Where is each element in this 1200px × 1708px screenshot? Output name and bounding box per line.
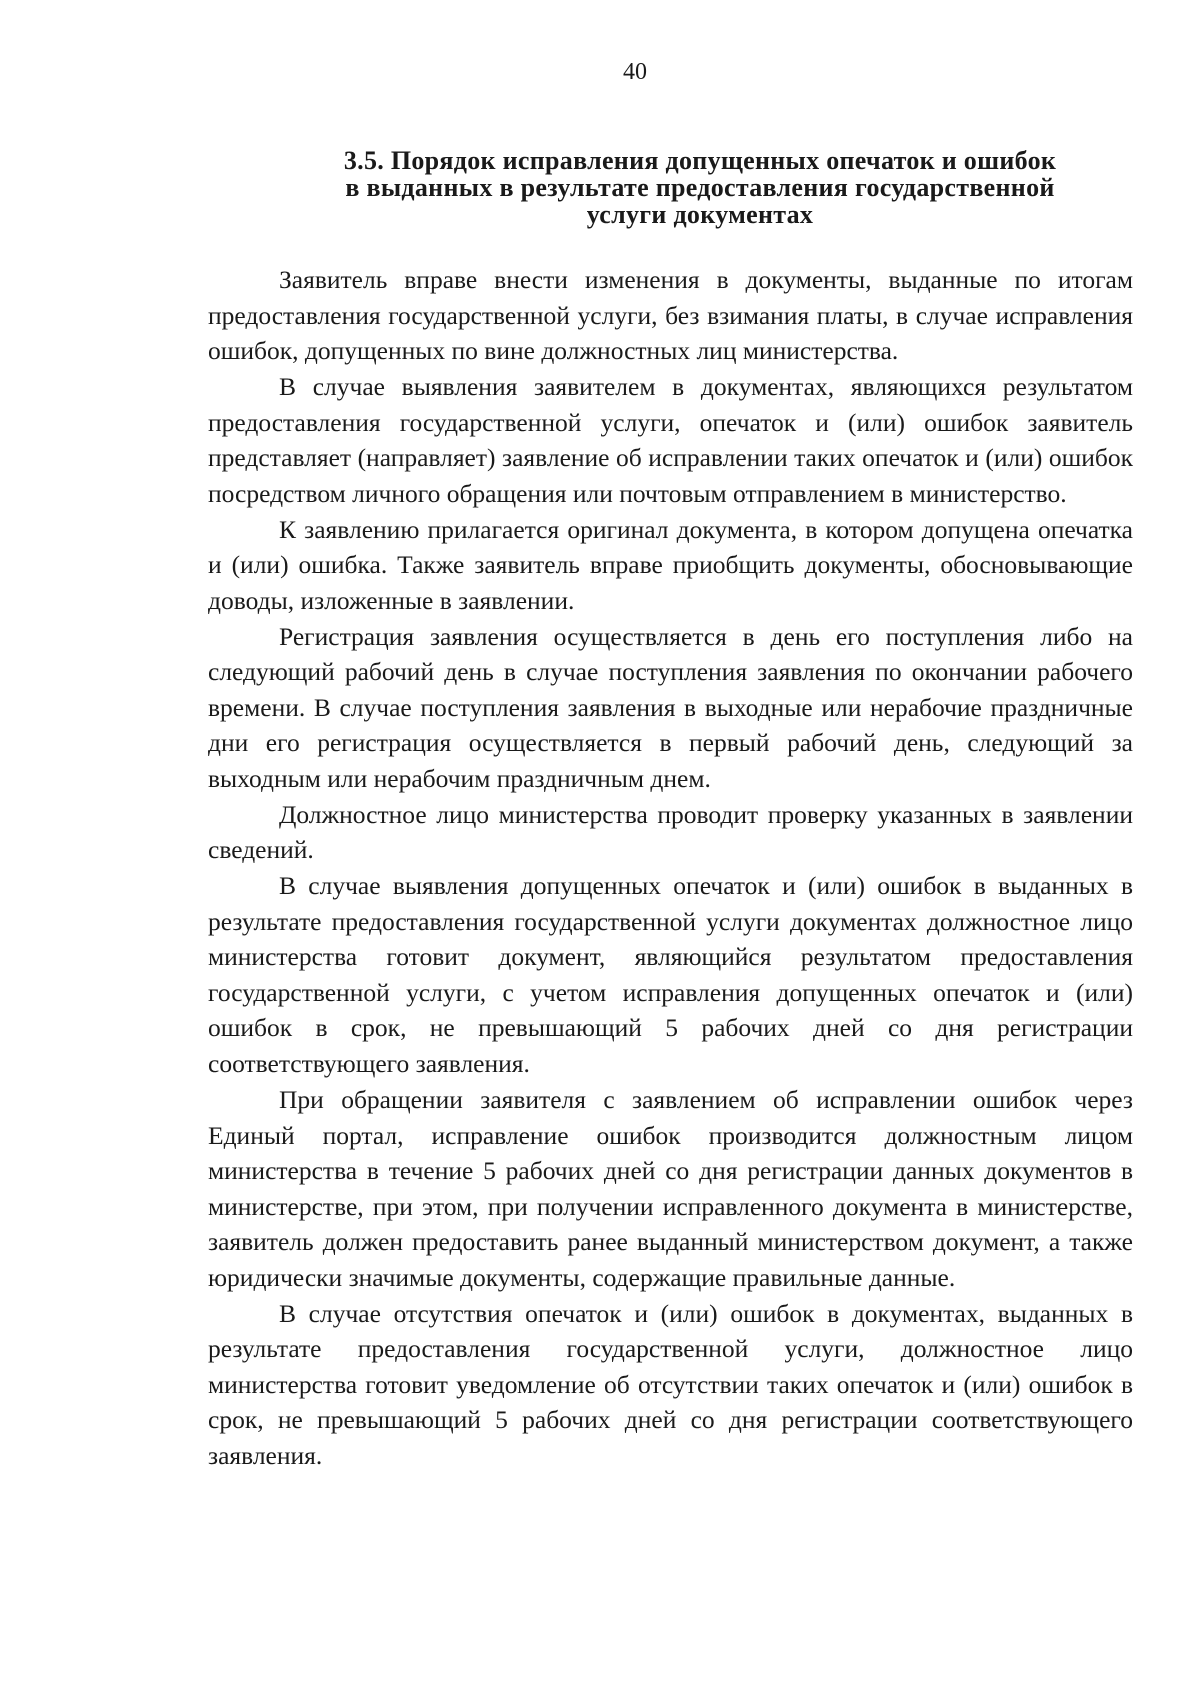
paragraph: В случае выявления допущенных опечаток и (или) ошибок в выданных в результате предоставления государственной услуги документах должностное лицо министерства готовит документ, являющийся результатом предоставления государственной услуги, с учетом исправления допущенных опечаток и (или) ошибок в срок, не превышающий 5 рабочих дней со дня регистрации соответствующего заявления. bbox=[208, 871, 1133, 1078]
paragraph: Заявитель вправе внести изменения в документы, выданные по итогам предоставления государственной услуги, без взимания платы, в случае исправления ошибок, допущенных по вине должностных лиц министерства. bbox=[208, 265, 1133, 365]
paragraph: В случае отсутствия опечаток и (или) ошибок в документах, выданных в результате предоставления государственной услуги, должностное лицо министерства готовит уведомление об отсутствии таких опечаток и (или) ошибок в срок, не превышающий 5 рабочих дней со дня регистрации соответствующего заявления. bbox=[208, 1298, 1133, 1470]
section-heading-line-1: 3.5. Порядок исправления допущенных опечаток и ошибок bbox=[343, 146, 1057, 175]
section-heading-line-3: услуги документах bbox=[586, 200, 814, 229]
page-number: 40 bbox=[623, 59, 647, 85]
paragraph: Регистрация заявления осуществляется в день его поступления либо на следующий рабочий день в случае поступления заявления по окончании рабочего времени. В случае поступления заявления в выходные или нерабочие праздничные дни его регистрация осуществляется в первый рабочий день, следующий за выходным или нерабочим праздничным днем. bbox=[208, 621, 1133, 793]
section-heading-line-2: в выданных в результате предоставления государственной bbox=[345, 173, 1055, 202]
paragraph: Должностное лицо министерства проводит проверку указанных в заявлении сведений. bbox=[208, 799, 1133, 865]
paragraph: В случае выявления заявителем в документах, являющихся результатом предоставления государственной услуги, опечаток и (или) ошибок заявитель представляет (направляет) заявление об исправлении таких опечаток и (или) ошибок посредством личного обращения или почтовым отправлением в министерство. bbox=[208, 372, 1133, 508]
section-heading bbox=[300, 147, 1100, 228]
paragraph: При обращении заявителя с заявлением об исправлении ошибок через Единый портал, исправление ошибок производится должностным лицом министерства в течение 5 рабочих дней со дня регистрации данных документов в министерстве, при этом, при получении исправленного документа в министерстве, заявитель должен предоставить ранее выданный министерством документ, а также юридически значимые документы, содержащие правильные данные. bbox=[208, 1085, 1133, 1292]
body-text bbox=[208, 262, 1133, 1474]
paragraph: К заявлению прилагается оригинал документа, в котором допущена опечатка и (или) ошибка. Также заявитель вправе приобщить документы, обосновывающие доводы, изложенные в заявлении. bbox=[208, 514, 1133, 615]
